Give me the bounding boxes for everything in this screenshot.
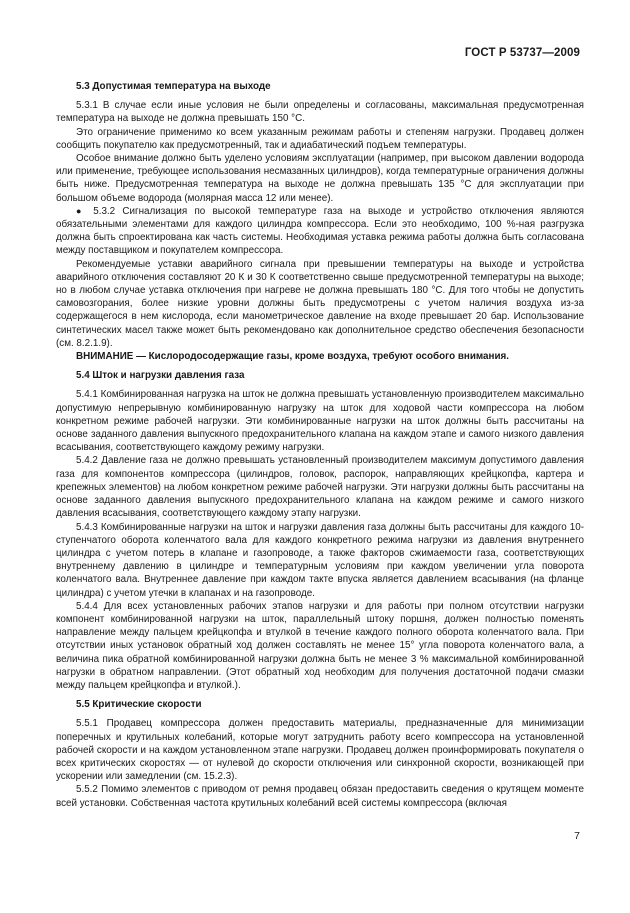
section-title-5-5: 5.5 Критические скорости bbox=[76, 699, 202, 711]
paragraph-5-5-1: 5.5.1 Продавец компрессора должен предоставить материалы, предназначенные для минимизации поперечных и крутильных колебаний, которые могут затруднить работу всего компрессора на установленной рабочей скорости и на каждом установленном этапе нагрузки. Продавец должен проинформировать покупателя о всех критических скоростях — от нулевой до скорости отключения или синхронной скорости, возникающей при ускорении или замедлении (см. 15.2.3). bbox=[56, 718, 584, 783]
document-body bbox=[56, 80, 584, 810]
standard-header: ГОСТ Р 53737—2009 bbox=[464, 47, 580, 59]
paragraph-5-4-3: 5.4.3 Комбинированные нагрузки на шток и нагрузки давления газа должны быть рассчитаны для каждого 10-ступенчатого оборота коленчатого вала для каждого конкретного режима нагрузки из давления внутреннего цилиндра с учетом потерь в клапане и газопроводе, а также факторов сжимаемости газа, соответствующих внутреннему давлению в цилиндре и температурным условиям при каждом увеличении угла поворота коленчатого вала. Внутреннее давление при каждом такте впуска является давлением всасывания (на фланце цилиндра) с учетом утечки в клапанах и на газопроводе. bbox=[56, 521, 584, 599]
paragraph-5-3-1-c: Особое внимание должно быть уделено условиям эксплуатации (например, при высоком давлении водорода или применение, требующее использования несмазанных цилиндров), когда температурные ограничения должны быть ниже. Предусмотренная температура на выходе не должна превышать 135 °С для эксплуатации при большом объеме водорода (молярная масса 12 или менее). bbox=[56, 153, 584, 204]
bullet-marker-icon: ● bbox=[76, 205, 86, 216]
paragraph-5-3-2-b: Рекомендуемые уставки аварийного сигнала при превышении температуры на выходе и устройства аварийного отключения составляют 20 К и 30 К соответственно свыше предусмотренной температуры на выходе; но в любом случае уставка отключения при нагреве не должна превышать 180 °С. Для того чтобы не допустить самовозгорания, более низкие уровни должны быть предусмотрены с учетом наличия воздуха из-за содержащегося в нем кислорода, если манометрическое давление на входе превышает 20 бар. Использование синтетических масел также может быть рекомендовано как дополнительное средство обеспечения безопасности (см. 8.2.1.9). bbox=[56, 258, 584, 349]
paragraph-5-3-1-b: Это ограничение применимо ко всем указанным режимам работы и степеням нагрузки. Продавец должен сообщить покупателю как предусмотренный, так и адиабатический подъем температуры. bbox=[56, 126, 584, 151]
paragraph-5-3-1: 5.3.1 В случае если иные условия не были определены и согласованы, максимальная предусмотренная температура на выходе не должна превышать 150 °С. bbox=[56, 100, 584, 125]
section-title-5-4: 5.4 Шток и нагрузки давления газа bbox=[76, 370, 245, 382]
paragraph-5-4-4: 5.4.4 Для всех установленных рабочих этапов нагрузки и для работы при полном отсутствии нагрузки компонент комбинированной нагрузки на шток, параллельный штоку поршня, должен полностью поменять направление между пальцем крейцкопфа и втулкой в течение каждого полного оборота коленчатого вала. При отсутствии иных установок обратный ход должен составлять не менее 15° угла поворота коленчатого вала, а величина пика обратной комбинированной нагрузки должна быть не менее 3 % максимальной комбинированной нагрузки в обратном направлении. (Этот обратный ход необходим для получения достаточной подачи смазки между пальцем крейцкопфа и втулкой.). bbox=[56, 600, 584, 691]
paragraph-5-5-2: 5.5.2 Помимо элементов с приводом от ремня продавец обязан предоставить сведения о крутящем моменте всей установки. Собственная частота крутильных колебаний всей системы компрессора (включая bbox=[56, 784, 584, 809]
paragraph-5-4-1: 5.4.1 Комбинированная нагрузка на шток не должна превышать установленную производителем максимально допустимую непрерывную комбинированную нагрузку на шток для ходовой части компрессора на любом конкретном режиме рабочей нагрузки. Эти комбинированные нагрузки на шток должны быть рассчитаны на основе заданного давления выпускного предохранительного клапана на каждом этапе и самого низкого давления всасывания, соответствующего каждому режиму нагрузки. bbox=[56, 389, 584, 454]
paragraph-5-4-2: 5.4.2 Давление газа не должно превышать установленный производителем максимум допустимого давления газа для компонентов компрессора (цилиндров, головок, распорок, направляющих крейцкопфа, картера и крепежных элементов) на любом конкретном режиме рабочей нагрузки. Эти нагрузки должны быть рассчитаны на основе заданного давления выпускного предохранительного клапана на каждом режиме и самого низкого давления всасывания, соответствующего каждому этапу нагрузки. bbox=[56, 455, 584, 520]
warning-note: ВНИМАНИЕ — Кислородосодержащие газы, кроме воздуха, требуют особого внимания. bbox=[76, 351, 509, 363]
paragraph-5-3-2 bbox=[56, 205, 584, 258]
paragraph-5-3-2-text: 5.3.2 Сигнализация по высокой температуре газа на выходе и устройство отключения являются обязательными элементами для каждого цилиндра компрессора. Если это необходимо, 100 %-ная разгрузка должна быть спроектирована как часть системы. Необходимая уставка режима работы должна быть согласована между поставщиком и покупателем компрессора. bbox=[56, 205, 584, 257]
section-title-5-3: 5.3 Допустимая температура на выходе bbox=[76, 81, 271, 92]
page-number: 7 bbox=[574, 830, 580, 842]
